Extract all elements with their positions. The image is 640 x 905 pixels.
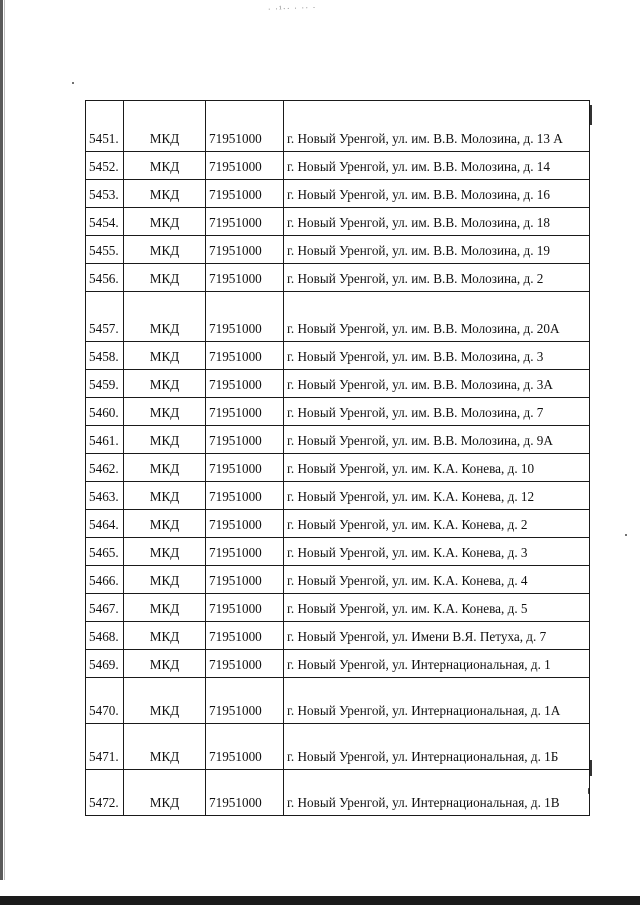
oktmo-code: 71951000 bbox=[206, 208, 284, 236]
table-row bbox=[86, 180, 590, 208]
row-number: 5468. bbox=[86, 622, 124, 650]
oktmo-code: 71951000 bbox=[206, 594, 284, 622]
table-row bbox=[86, 538, 590, 566]
building-type: МКД bbox=[124, 510, 206, 538]
building-type: МКД bbox=[124, 152, 206, 180]
oktmo-code: 71951000 bbox=[206, 770, 284, 816]
row-number: 5451. bbox=[86, 101, 124, 152]
address-cell: г. Новый Уренгой, ул. им. В.В. Молозина, д. 14 bbox=[284, 152, 590, 180]
oktmo-code: 71951000 bbox=[206, 398, 284, 426]
oktmo-code: 71951000 bbox=[206, 342, 284, 370]
building-type: МКД bbox=[124, 650, 206, 678]
building-type: МКД bbox=[124, 342, 206, 370]
oktmo-code: 71951000 bbox=[206, 264, 284, 292]
row-number: 5462. bbox=[86, 454, 124, 482]
table-row bbox=[86, 566, 590, 594]
row-number: 5454. bbox=[86, 208, 124, 236]
building-type: МКД bbox=[124, 566, 206, 594]
oktmo-code: 71951000 bbox=[206, 180, 284, 208]
address-cell: г. Новый Уренгой, ул. им. К.А. Конева, д. 4 bbox=[284, 566, 590, 594]
oktmo-code: 71951000 bbox=[206, 724, 284, 770]
address-cell: г. Новый Уренгой, ул. Интернациональная, д. 1В bbox=[284, 770, 590, 816]
building-type: МКД bbox=[124, 538, 206, 566]
oktmo-code: 71951000 bbox=[206, 622, 284, 650]
table-row bbox=[86, 510, 590, 538]
address-cell: г. Новый Уренгой, ул. им. К.А. Конева, д. 5 bbox=[284, 594, 590, 622]
building-type: МКД bbox=[124, 398, 206, 426]
table-row bbox=[86, 426, 590, 454]
housing-registry-table bbox=[85, 100, 590, 816]
address-cell: г. Новый Уренгой, ул. им. В.В. Молозина, д. 2 bbox=[284, 264, 590, 292]
table-row bbox=[86, 724, 590, 770]
table-row bbox=[86, 482, 590, 510]
registry-table-body bbox=[86, 101, 590, 816]
address-cell: г. Новый Уренгой, ул. им. В.В. Молозина, д. 16 bbox=[284, 180, 590, 208]
oktmo-code: 71951000 bbox=[206, 538, 284, 566]
address-cell: г. Новый Уренгой, ул. Интернациональная, д. 1 bbox=[284, 650, 590, 678]
row-number: 5467. bbox=[86, 594, 124, 622]
oktmo-code: 71951000 bbox=[206, 650, 284, 678]
oktmo-code: 71951000 bbox=[206, 152, 284, 180]
address-cell: г. Новый Уренгой, ул. Имени В.Я. Петуха, д. 7 bbox=[284, 622, 590, 650]
row-number: 5464. bbox=[86, 510, 124, 538]
table-row bbox=[86, 152, 590, 180]
row-number: 5461. bbox=[86, 426, 124, 454]
building-type: МКД bbox=[124, 482, 206, 510]
row-number: 5471. bbox=[86, 724, 124, 770]
building-type: МКД bbox=[124, 678, 206, 724]
header-stamp-mark: · ·¹·· · ·· · bbox=[267, 2, 317, 15]
row-number: 5466. bbox=[86, 566, 124, 594]
building-type: МКД bbox=[124, 724, 206, 770]
table-row bbox=[86, 292, 590, 342]
building-type: МКД bbox=[124, 180, 206, 208]
table-row bbox=[86, 101, 590, 152]
oktmo-code: 71951000 bbox=[206, 566, 284, 594]
table-row bbox=[86, 264, 590, 292]
address-cell: г. Новый Уренгой, ул. им. В.В. Молозина, д. 13 А bbox=[284, 101, 590, 152]
building-type: МКД bbox=[124, 236, 206, 264]
row-number: 5453. bbox=[86, 180, 124, 208]
building-type: МКД bbox=[124, 454, 206, 482]
row-number: 5455. bbox=[86, 236, 124, 264]
row-number: 5459. bbox=[86, 370, 124, 398]
table-row bbox=[86, 622, 590, 650]
building-type: МКД bbox=[124, 264, 206, 292]
row-number: 5463. bbox=[86, 482, 124, 510]
scan-border-bottom bbox=[0, 896, 640, 905]
address-cell: г. Новый Уренгой, ул. им. В.В. Молозина, д. 3 bbox=[284, 342, 590, 370]
scan-edge-mark bbox=[590, 105, 592, 125]
oktmo-code: 71951000 bbox=[206, 426, 284, 454]
row-number: 5465. bbox=[86, 538, 124, 566]
table-row bbox=[86, 770, 590, 816]
building-type: МКД bbox=[124, 370, 206, 398]
scan-speck bbox=[625, 534, 627, 536]
table-row bbox=[86, 398, 590, 426]
building-type: МКД bbox=[124, 622, 206, 650]
address-cell: г. Новый Уренгой, ул. им. В.В. Молозина, д. 3А bbox=[284, 370, 590, 398]
scan-border-left-inner bbox=[4, 0, 5, 880]
building-type: МКД bbox=[124, 208, 206, 236]
table-row bbox=[86, 236, 590, 264]
building-type: МКД bbox=[124, 426, 206, 454]
address-cell: г. Новый Уренгой, ул. Интернациональная, д. 1Б bbox=[284, 724, 590, 770]
address-cell: г. Новый Уренгой, ул. им. В.В. Молозина, д. 7 bbox=[284, 398, 590, 426]
address-cell: г. Новый Уренгой, ул. им. К.А. Конева, д. 10 bbox=[284, 454, 590, 482]
oktmo-code: 71951000 bbox=[206, 678, 284, 724]
address-cell: г. Новый Уренгой, ул. им. В.В. Молозина, д. 19 bbox=[284, 236, 590, 264]
building-type: МКД bbox=[124, 770, 206, 816]
row-number: 5457. bbox=[86, 292, 124, 342]
table-row bbox=[86, 454, 590, 482]
table-row bbox=[86, 342, 590, 370]
address-cell: г. Новый Уренгой, ул. им. К.А. Конева, д. 12 bbox=[284, 482, 590, 510]
address-cell: г. Новый Уренгой, ул. им. В.В. Молозина, д. 9А bbox=[284, 426, 590, 454]
address-cell: г. Новый Уренгой, ул. им. В.В. Молозина, д. 18 bbox=[284, 208, 590, 236]
oktmo-code: 71951000 bbox=[206, 292, 284, 342]
oktmo-code: 71951000 bbox=[206, 510, 284, 538]
row-number: 5458. bbox=[86, 342, 124, 370]
oktmo-code: 71951000 bbox=[206, 236, 284, 264]
scan-border-left bbox=[0, 0, 3, 880]
row-number: 5469. bbox=[86, 650, 124, 678]
table-row bbox=[86, 678, 590, 724]
oktmo-code: 71951000 bbox=[206, 482, 284, 510]
row-number: 5456. bbox=[86, 264, 124, 292]
address-cell: г. Новый Уренгой, ул. им. В.В. Молозина, д. 20А bbox=[284, 292, 590, 342]
building-type: МКД bbox=[124, 594, 206, 622]
table-row bbox=[86, 594, 590, 622]
scan-edge-mark bbox=[590, 760, 592, 776]
row-number: 5460. bbox=[86, 398, 124, 426]
table-row bbox=[86, 370, 590, 398]
address-cell: г. Новый Уренгой, ул. им. К.А. Конева, д. 3 bbox=[284, 538, 590, 566]
building-type: МКД bbox=[124, 101, 206, 152]
scan-speck bbox=[72, 82, 74, 84]
table-row bbox=[86, 208, 590, 236]
address-cell: г. Новый Уренгой, ул. Интернациональная, д. 1А bbox=[284, 678, 590, 724]
building-type: МКД bbox=[124, 292, 206, 342]
oktmo-code: 71951000 bbox=[206, 101, 284, 152]
table-row bbox=[86, 650, 590, 678]
row-number: 5472. bbox=[86, 770, 124, 816]
row-number: 5452. bbox=[86, 152, 124, 180]
address-cell: г. Новый Уренгой, ул. им. К.А. Конева, д. 2 bbox=[284, 510, 590, 538]
row-number: 5470. bbox=[86, 678, 124, 724]
oktmo-code: 71951000 bbox=[206, 454, 284, 482]
oktmo-code: 71951000 bbox=[206, 370, 284, 398]
